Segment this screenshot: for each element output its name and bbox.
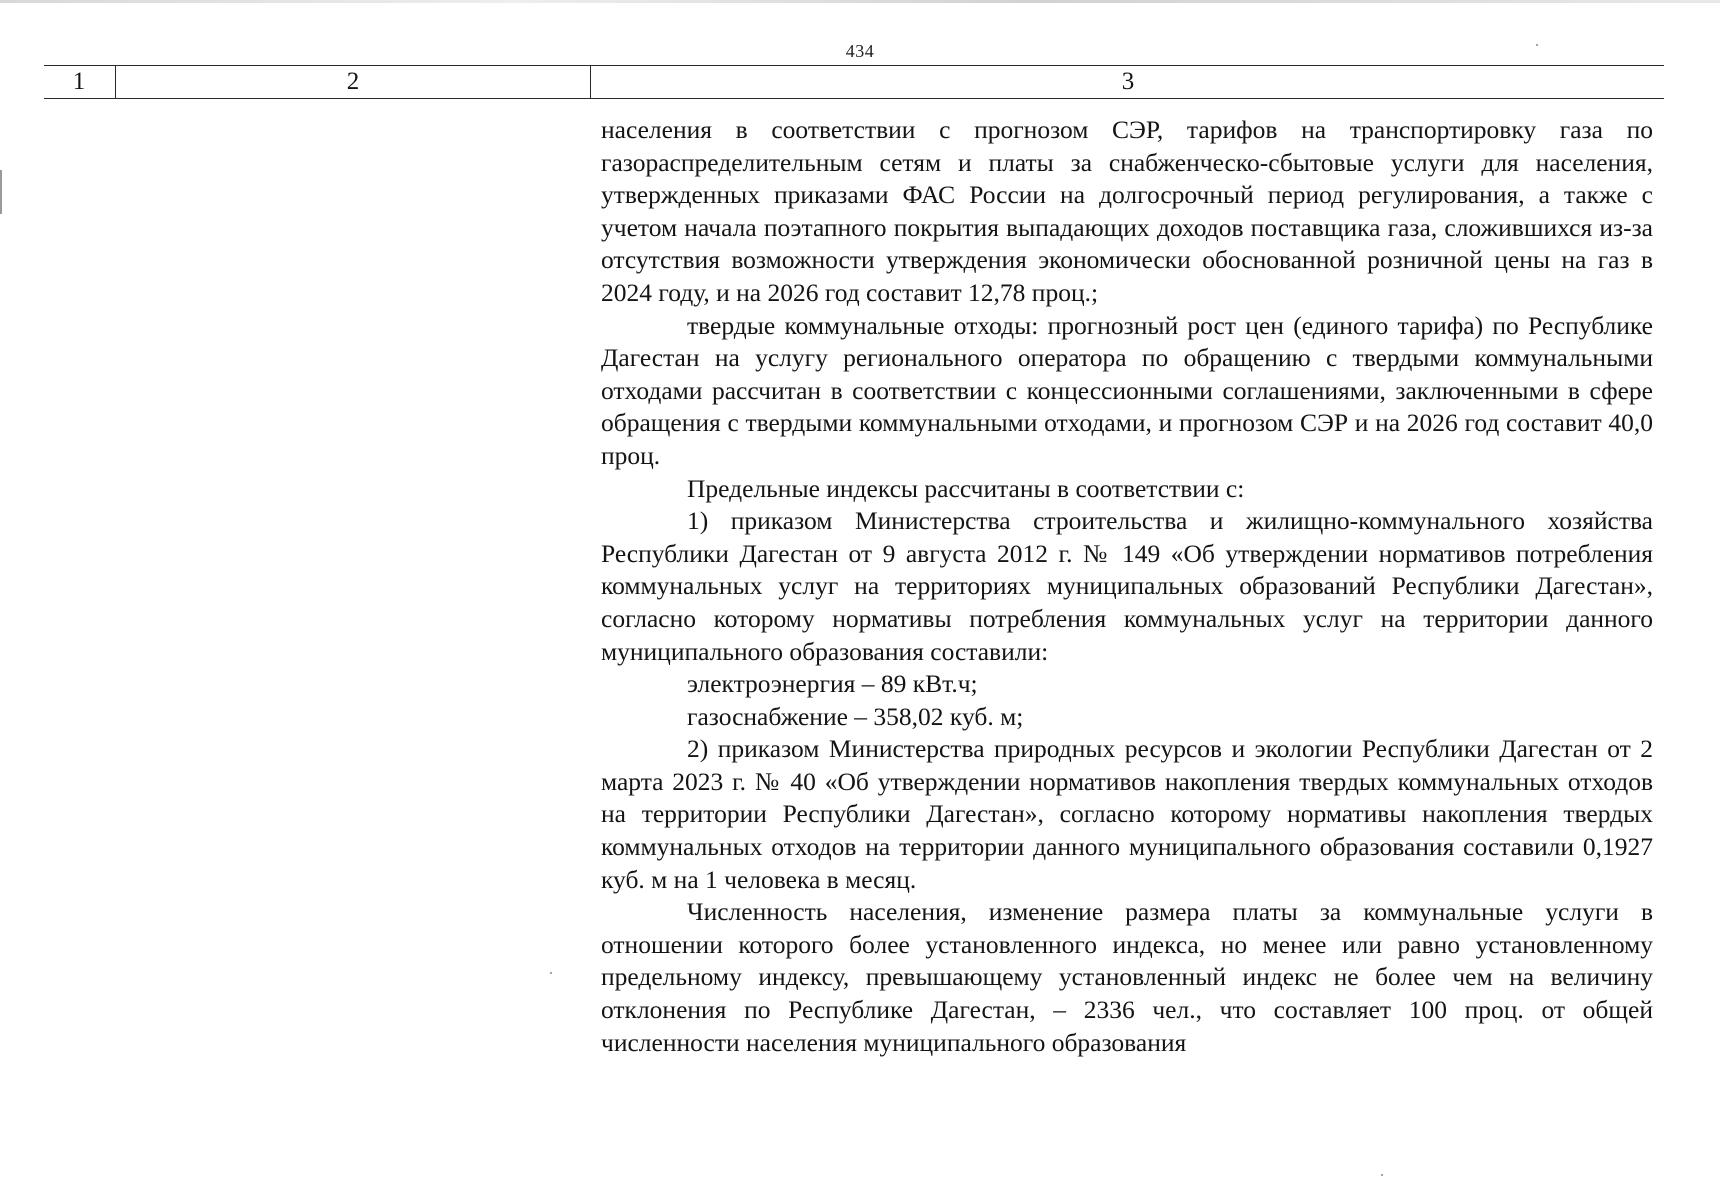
paragraph-order-ministry-construction: 1) приказом Министерства строительства и жилищно-коммунального хозяйства Республики Дагестан от 9 августа 2012 г. № 149 «Об утверждении нормативов потребления коммунальных услуг на территориях муниципальных образований Республики Дагестан», согласно которому нормативы потребления коммунальных услуг на территории данного муниципального образования составили:	[601, 506, 1653, 666]
scan-top-edge	[0, 0, 1720, 3]
paragraph-order-ministry-ecology: 2) приказом Министерства природных ресурсов и экологии Республики Дагестан от 2 марта 2023 г. № 40 «Об утверждении нормативов накопления твердых коммунальных отходов на территории Республики Дагестан», согласно которому нормативы накопления твердых коммунальных отходов на территории данного муниципального образования составили 0,1927 куб. м на 1 человека в месяц.	[601, 734, 1653, 894]
paragraph-gas-supply-norm: газоснабжение – 358,02 куб. м;	[687, 701, 1024, 731]
page-number: 434	[845, 41, 875, 61]
paragraph-population-count: Численность населения, изменение размера платы за коммунальные услуги в отношении которого более установленного индекса, но менее или равно установленному предельному индексу, превышающему установленный индекс не более чем на величину отклонения по Республике Дагестан, – 2336 чел., что составляет 100 проц. от общей численности населения муниципального образования	[601, 897, 1653, 1057]
paragraph-gas-tariff-continuation: населения в соответствии с прогнозом СЭР, тарифов на транспортировку газа по газораспределительным сетям и платы за снабженческо-сбытовые услуги для населения, утвержденных приказами ФАС России на долгосрочный период регулирования, а также с учетом начала поэтапного покрытия выпадающих доходов поставщика газа, сложившихся из-за отсутствия возможности утверждения экономически обоснованной розничной цены на газ в 2024 году, и на 2026 год составит 12,78 проц.;	[601, 115, 1653, 307]
paragraph-solid-waste: твердые коммунальные отходы: прогнозный рост цен (единого тарифа) по Республике Дагестан на услугу регионального оператора по обращению с твердыми коммунальными отходами рассчитан в соответствии с концессионными соглашениями, заключенными в сфере обращения с твердыми коммунальными отходами, и прогнозом СЭР и на 2026 год составит 40,0 проц.	[601, 310, 1653, 470]
paragraph-limit-indexes-intro: Предельные индексы рассчитаны в соответствии с:	[687, 473, 1245, 503]
column-header-3: 3	[590, 66, 1665, 98]
document-body-column-3	[601, 114, 1653, 1059]
column-header-2: 2	[115, 66, 590, 98]
scan-speck	[550, 972, 552, 974]
scan-speck	[1381, 1174, 1383, 1176]
table-column-header-row	[44, 65, 1664, 99]
paragraph-electricity-norm: электроэнергия – 89 кВт.ч;	[687, 669, 978, 699]
column-header-1: 1	[72, 68, 86, 95]
scan-left-mark	[0, 170, 2, 214]
